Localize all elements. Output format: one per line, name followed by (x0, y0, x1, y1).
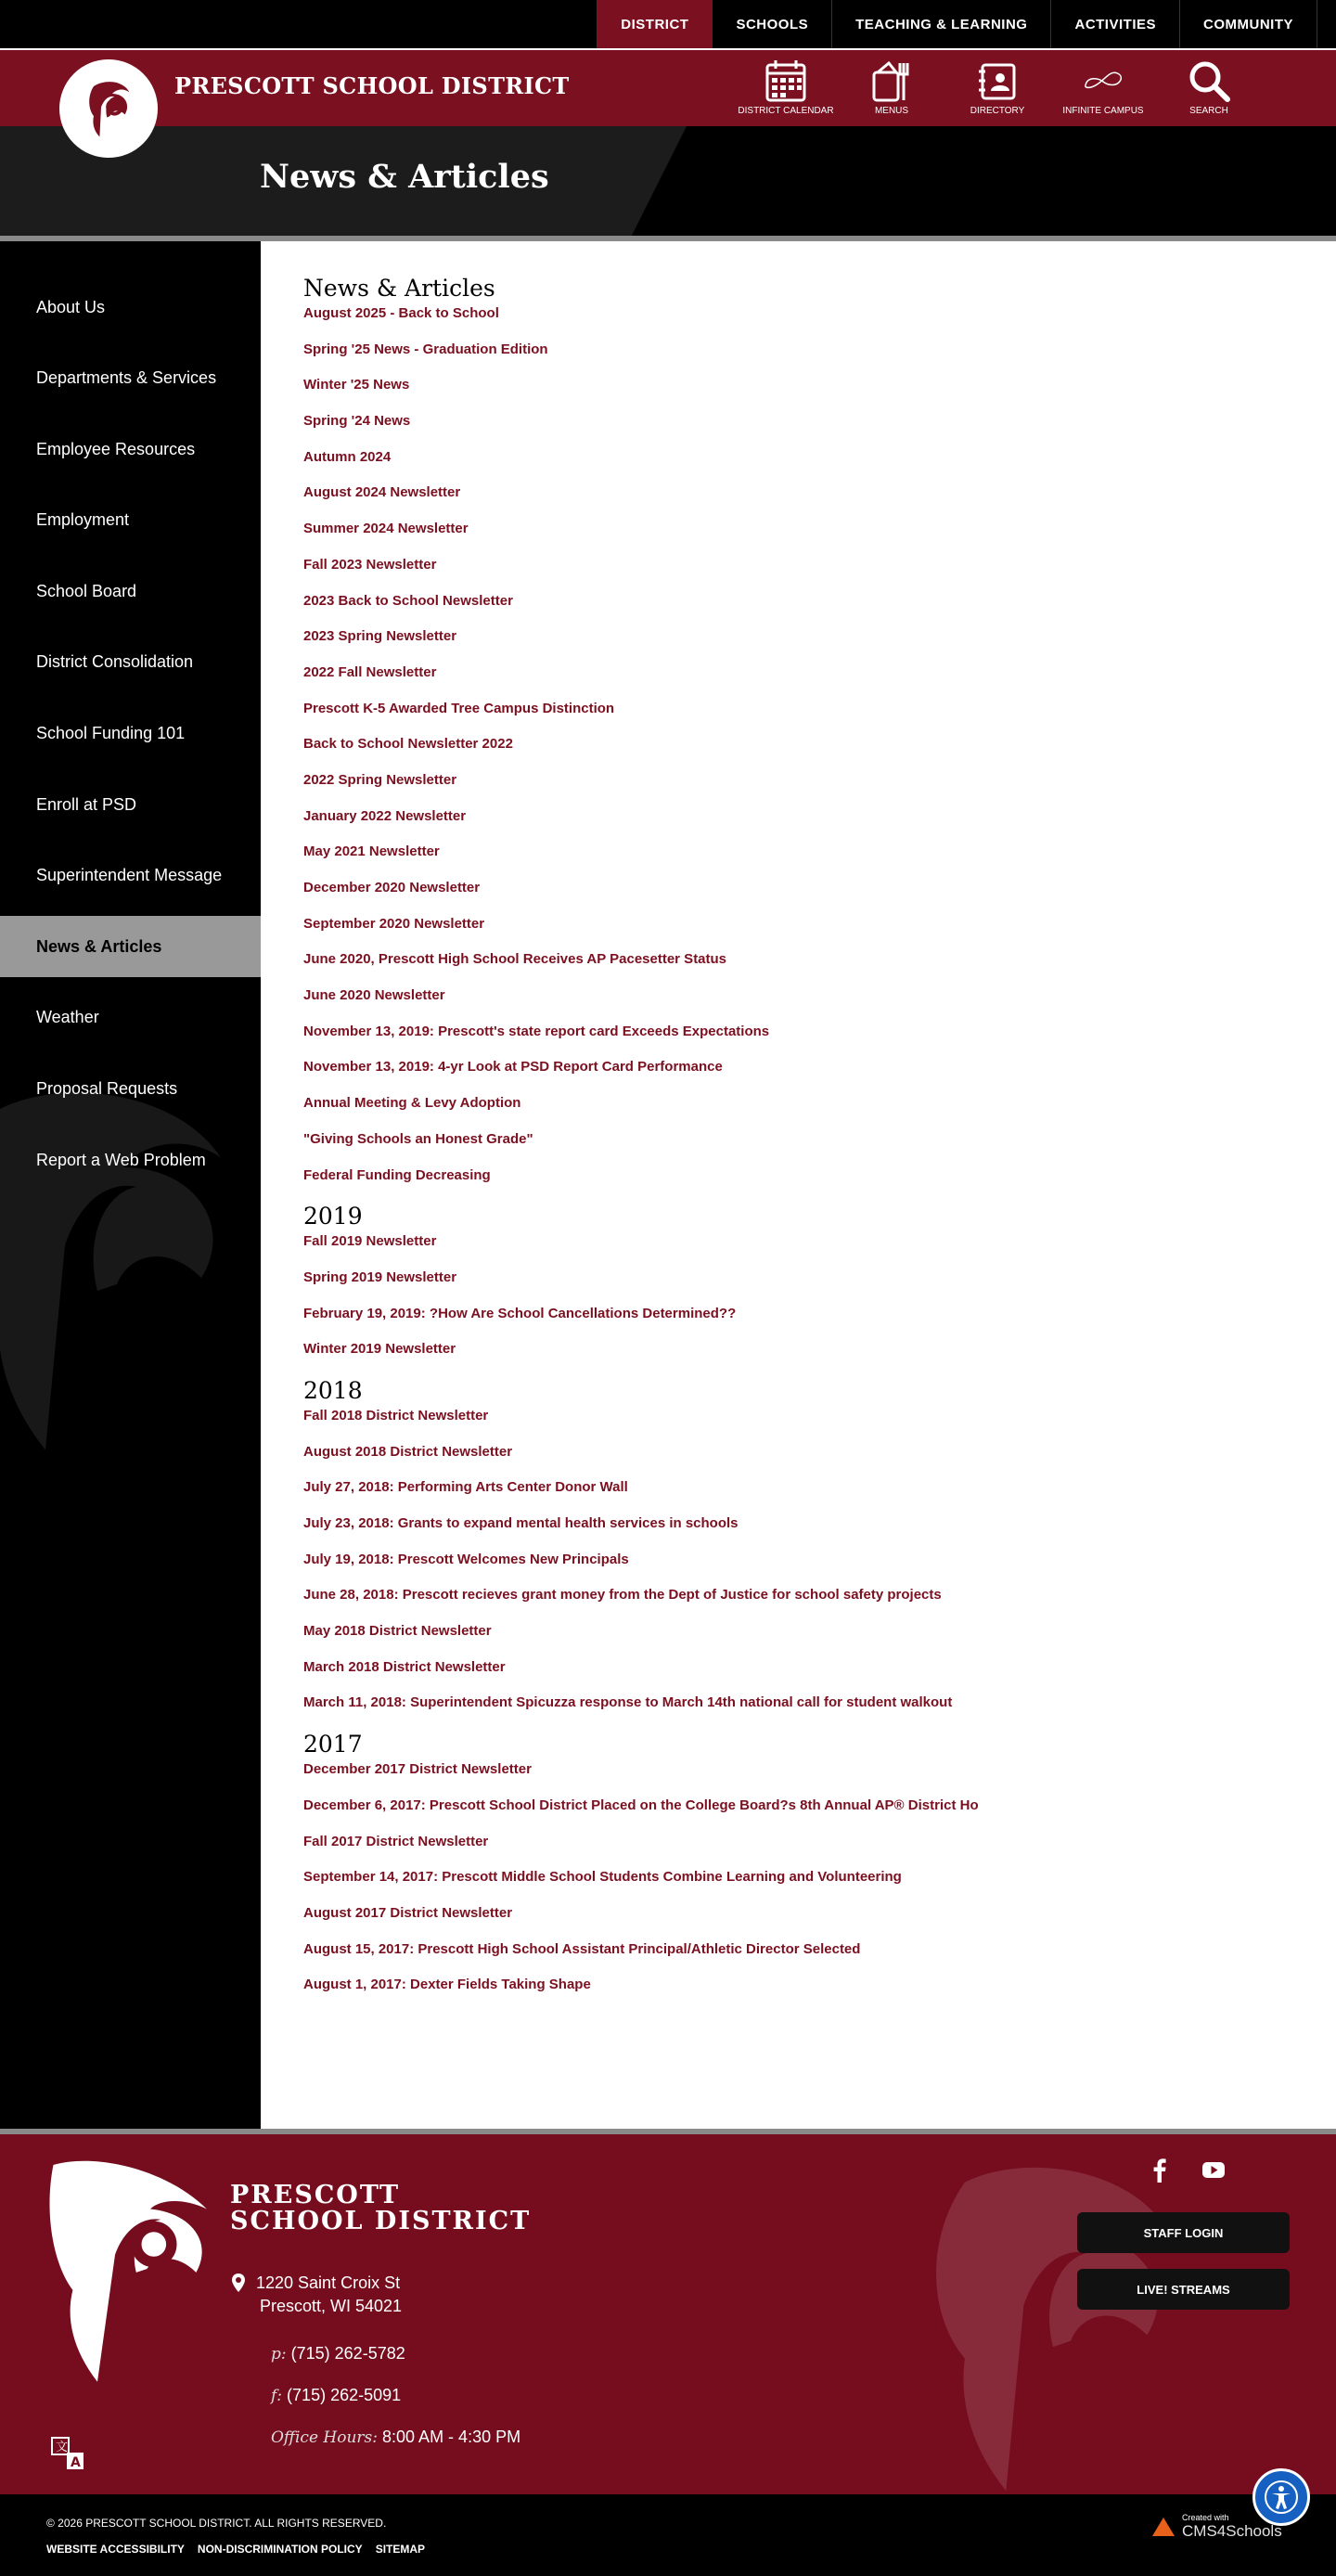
footer-title-line1: PRESCOTT (230, 2181, 401, 2209)
page-banner (0, 126, 1336, 236)
cms-logo-icon (1150, 2516, 1176, 2538)
year-heading: 2017 (303, 1731, 363, 1758)
topnav-activities[interactable]: ACTIVITIES (1050, 0, 1179, 48)
infinite-campus-icon (1080, 58, 1126, 104)
site-title[interactable]: PRESCOTT SCHOOL DISTRICT (174, 72, 570, 99)
quicklink-label: SEARCH (1189, 106, 1228, 116)
live-streams-button[interactable]: LIVE! STREAMS (1077, 2269, 1290, 2310)
quick-links (733, 58, 1262, 116)
hours-value: 8:00 AM - 4:30 PM (382, 2428, 521, 2446)
article-link[interactable]: Annual Meeting & Levy Adoption (303, 1095, 521, 1112)
article-link[interactable]: February 19, 2019: ?How Are School Cancellations Determined?? (303, 1305, 737, 1321)
sidebar-item-report-web-problem[interactable]: Report a Web Problem (36, 1150, 206, 1169)
article-link[interactable]: August 2024 Newsletter (303, 484, 461, 501)
address-line2: Prescott, WI 54021 (260, 2297, 403, 2315)
quicklink-label: DISTRICT CALENDAR (738, 106, 834, 116)
article-link[interactable]: Winter '25 News (303, 377, 410, 393)
fax-number: (715) 262-5091 (287, 2386, 402, 2404)
social-links (1147, 2157, 1227, 2183)
sidebar-item-weather[interactable]: Weather (36, 1008, 99, 1027)
article-link[interactable]: Fall 2017 District Newsletter (303, 1833, 489, 1849)
article-link[interactable]: August 2025 - Back to School (303, 305, 499, 321)
footer-link-accessibility[interactable]: WEBSITE ACCESSIBILITY (46, 2543, 185, 2556)
article-link[interactable]: July 23, 2018: Grants to expand mental health services in schools (303, 1515, 739, 1531)
sidebar-item-superintendent-message[interactable]: Superintendent Message (36, 866, 223, 885)
article-link[interactable]: Fall 2023 Newsletter (303, 556, 437, 573)
article-link[interactable]: Winter 2019 Newsletter (303, 1341, 456, 1358)
quicklink-label: MENUS (874, 106, 909, 116)
sidebar-item-employment[interactable]: Employment (36, 510, 130, 530)
article-link[interactable]: December 2020 Newsletter (303, 880, 481, 895)
article-link[interactable]: May 2018 District Newsletter (303, 1623, 492, 1640)
article-link[interactable]: Back to School Newsletter 2022 (303, 736, 513, 753)
footer-phone (271, 2344, 405, 2363)
topnav-schools[interactable]: SCHOOLS (712, 0, 831, 48)
accessibility-icon (1264, 2479, 1299, 2515)
quicklink-search[interactable] (1156, 58, 1262, 116)
content-area (261, 241, 1336, 2129)
article-link[interactable]: Summer 2024 Newsletter (303, 521, 469, 537)
footer-logo[interactable] (45, 2155, 221, 2387)
year-heading: 2018 (303, 1376, 363, 1404)
footer-link-non-discrimination[interactable]: NON-DISCRIMINATION POLICY (197, 2543, 363, 2556)
article-link[interactable]: March 11, 2018: Superintendent Spicuzza response to March 14th national call for student walkout (303, 1694, 953, 1711)
article-link[interactable]: June 2020, Prescott High School Receives AP Pacesetter Status (303, 951, 727, 968)
main-area (0, 241, 1336, 2129)
article-link[interactable]: Spring 2019 Newsletter (303, 1269, 457, 1285)
quicklink-menus[interactable] (839, 58, 944, 116)
article-link[interactable]: November 13, 2019: 4-yr Look at PSD Report Card Performance (303, 1059, 723, 1075)
district-logo[interactable] (59, 59, 158, 158)
fax-label: f: (271, 2387, 283, 2405)
article-link[interactable]: January 2022 Newsletter (303, 807, 467, 824)
sidebar-item-school-board[interactable]: School Board (36, 581, 137, 600)
calendar-icon (763, 58, 809, 104)
article-link[interactable]: March 2018 District Newsletter (303, 1658, 506, 1675)
sidebar-item-news-articles[interactable]: News & Articles (0, 916, 261, 977)
svg-text:文: 文 (56, 2441, 69, 2454)
location-pin-icon (232, 2273, 245, 2292)
accessibility-button[interactable] (1252, 2468, 1310, 2526)
svg-text:A: A (71, 2455, 81, 2470)
cms-small-text: Created with (1182, 2513, 1229, 2522)
article-link[interactable]: Autumn 2024 (303, 448, 392, 465)
article-link[interactable]: Spring '25 News - Graduation Edition (303, 341, 548, 357)
cms-brand: CMS4Schools (1182, 2522, 1282, 2540)
quicklink-directory[interactable] (944, 58, 1050, 116)
article-link[interactable]: September 2020 Newsletter (303, 915, 485, 932)
article-link[interactable]: 2023 Spring Newsletter (303, 628, 457, 645)
article-link[interactable]: August 15, 2017: Prescott High School Assistant Principal/Athletic Director Selected (303, 1940, 861, 1957)
article-link[interactable]: December 2017 District Newsletter (303, 1761, 532, 1778)
page-title: News & Articles (260, 158, 549, 196)
article-link[interactable]: 2023 Back to School Newsletter (303, 592, 513, 609)
footer-links (46, 2543, 425, 2556)
article-link[interactable]: Federal Funding Decreasing (303, 1166, 491, 1183)
sidebar-item-district-consolidation[interactable]: District Consolidation (36, 652, 194, 672)
article-link[interactable]: Fall 2018 District Newsletter (303, 1407, 489, 1423)
article-sections (303, 305, 1336, 1992)
article-link[interactable]: Spring '24 News (303, 413, 411, 430)
sidebar-item-school-funding[interactable]: School Funding 101 (36, 724, 186, 743)
top-bar (0, 0, 1336, 48)
footer-fax (271, 2386, 401, 2405)
search-icon (1186, 58, 1232, 104)
sidebar-item-about-us[interactable]: About Us (36, 297, 106, 316)
copyright: © 2026 PRESCOTT SCHOOL DISTRICT. ALL RIGHTS RESERVED. (46, 2517, 387, 2530)
footer-title (230, 2183, 531, 2235)
article-link[interactable]: December 6, 2017: Prescott School District Placed on the College Board?s 8th Annual AP® District Ho (303, 1797, 979, 1813)
article-link[interactable]: Fall 2019 Newsletter (303, 1233, 437, 1250)
topnav-teaching-learning[interactable]: TEACHING & LEARNING (831, 0, 1050, 48)
directory-icon (974, 58, 1021, 104)
article-link[interactable]: September 14, 2017: Prescott Middle School Students Combine Learning and Volunteering (303, 1869, 902, 1886)
article-link[interactable]: July 27, 2018: Performing Arts Center Donor Wall (303, 1479, 628, 1496)
quicklink-label: INFINITE CAMPUS (1062, 106, 1144, 116)
quicklink-infinite-campus[interactable] (1050, 58, 1156, 116)
footer-link-sitemap[interactable]: SITEMAP (375, 2543, 426, 2556)
youtube-icon[interactable] (1201, 2157, 1227, 2183)
footer-hours (271, 2428, 520, 2447)
staff-login-button[interactable]: STAFF LOGIN (1077, 2212, 1290, 2253)
article-link[interactable]: November 13, 2019: Prescott's state report card Exceeds Expectations (303, 1023, 770, 1039)
footer-title-line2: SCHOOL DISTRICT (230, 2207, 532, 2235)
article-link[interactable]: August 2017 District Newsletter (303, 1904, 513, 1921)
sidebar-item-enroll[interactable]: Enroll at PSD (36, 794, 137, 814)
site-footer (0, 2134, 1336, 2494)
site-header (0, 48, 1336, 126)
menus-icon (868, 58, 915, 104)
article-link[interactable]: August 2018 District Newsletter (303, 1443, 513, 1460)
article-link[interactable]: "Giving Schools an Honest Grade" (303, 1130, 533, 1147)
sidebar-item-proposal-requests[interactable]: Proposal Requests (36, 1079, 178, 1099)
mascot-watermark (900, 2153, 1206, 2494)
sidebar-item-employee-resources[interactable]: Employee Resources (36, 439, 196, 458)
year-heading: 2019 (303, 1203, 363, 1230)
sidebar-item-departments[interactable]: Departments & Services (36, 368, 217, 388)
article-link[interactable]: 2022 Spring Newsletter (303, 771, 457, 788)
article-link[interactable]: July 19, 2018: Prescott Welcomes New Principals (303, 1551, 629, 1567)
phone-label: p: (271, 2345, 287, 2363)
phone-number[interactable]: (715) 262-5782 (290, 2344, 405, 2363)
hours-label: Office Hours: (271, 2428, 378, 2447)
topnav-community[interactable]: COMMUNITY (1179, 0, 1317, 48)
article-link[interactable]: 2022 Fall Newsletter (303, 663, 437, 680)
article-link[interactable]: May 2021 Newsletter (303, 844, 440, 860)
article-link[interactable]: June 28, 2018: Prescott recieves grant money from the Dept of Justice for school safety projects (303, 1587, 942, 1604)
address-line1: 1220 Saint Croix St (256, 2273, 401, 2292)
content-heading: News & Articles (303, 275, 495, 302)
footer-address (232, 2272, 402, 2318)
article-link[interactable]: August 1, 2017: Dexter Fields Taking Shape (303, 1977, 591, 1993)
top-nav (597, 0, 1317, 48)
article-link[interactable]: Prescott K-5 Awarded Tree Campus Distinction (303, 700, 615, 716)
topnav-district[interactable]: DISTRICT (597, 0, 712, 48)
article-link[interactable]: June 2020 Newsletter (303, 987, 445, 1004)
quicklink-label: DIRECTORY (970, 106, 1025, 116)
quicklink-district-calendar[interactable] (733, 58, 839, 116)
sidebar (0, 241, 261, 2129)
translate-icon[interactable] (50, 2436, 85, 2471)
facebook-icon[interactable] (1147, 2157, 1173, 2183)
